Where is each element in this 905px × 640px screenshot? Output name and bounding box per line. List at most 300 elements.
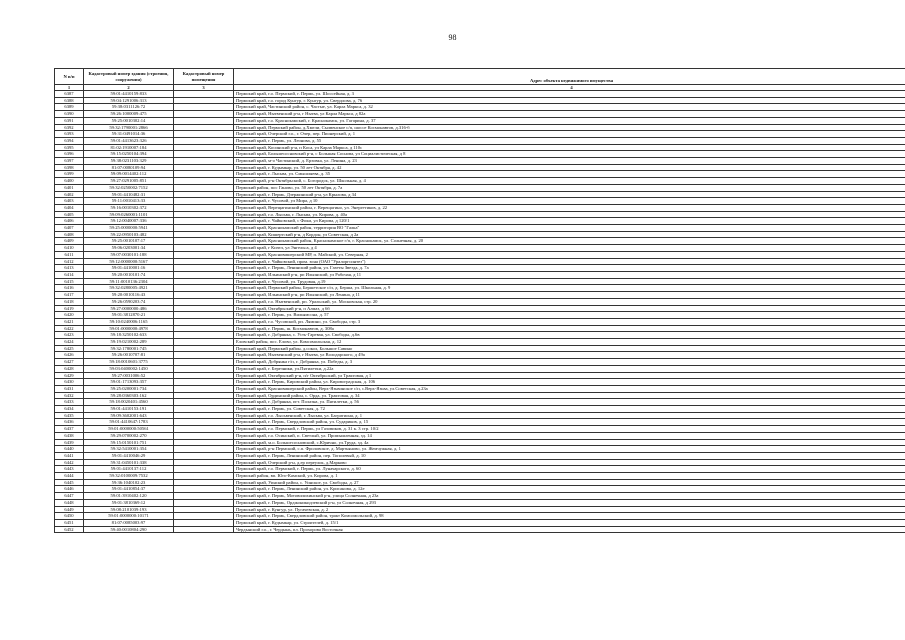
room-cadastral-number (174, 238, 234, 245)
cadastral-number: 59:38:0231103:329 (84, 158, 174, 165)
row-number: 6420 (55, 312, 84, 319)
room-cadastral-number (174, 385, 234, 392)
cadastral-number: 59:12:0040007:336 (84, 218, 174, 225)
room-cadastral-number (174, 412, 234, 419)
table-row (55, 204, 905, 211)
table-row (55, 265, 905, 272)
table-row (55, 211, 905, 218)
room-cadastral-number (174, 204, 234, 211)
table-row (55, 131, 905, 138)
table-row (55, 325, 905, 332)
row-number: 6451 (55, 520, 84, 527)
cadastral-number: 59:32:1780001:745 (84, 345, 174, 352)
object-address: Пермский край, Верещагинский район, г. Верещагино, ул. Энергетиков, д. 22 (234, 204, 905, 211)
room-cadastral-number (174, 265, 234, 272)
table-row (55, 466, 905, 473)
cadastral-number: 59:10:0240006:1165 (84, 318, 174, 325)
table-row (55, 439, 905, 446)
cadastral-number: 59:01:4410153:191 (84, 406, 174, 413)
row-number: 6434 (55, 406, 84, 413)
object-address: Пермский край, Большесосновский р-н, с Большая Соснова, ул Социалистическая, д 8 (234, 151, 905, 158)
table-row (55, 198, 905, 205)
table-row (55, 426, 905, 433)
row-number: 6428 (55, 365, 84, 372)
table-row (55, 318, 905, 325)
table-row (55, 278, 905, 285)
object-address: Пермский край, г. Пермь, Ленинский район, ул. Крисанова, д. 12е (234, 486, 905, 493)
table-row (55, 412, 905, 419)
room-cadastral-number (174, 211, 234, 218)
object-address: Пермский район, пос Ганово, ул. 50 лет Октября, д. 7а (234, 184, 905, 191)
object-address: Пермский край, Пермский район, д.сокол, Большое Савино (234, 345, 905, 352)
room-cadastral-number (174, 452, 234, 459)
table-row (55, 352, 905, 359)
table-row (55, 499, 905, 506)
row-number: 6441 (55, 452, 84, 459)
row-number: 6405 (55, 211, 84, 218)
cadastral-number: 59:01:4410046:29 (84, 452, 174, 459)
room-cadastral-number (174, 345, 234, 352)
row-number: 6400 (55, 178, 84, 185)
room-cadastral-number (174, 513, 234, 520)
table-row (55, 379, 905, 386)
room-cadastral-number (174, 479, 234, 486)
header-cadastral: Кадастровый номер здания (строения, сооружения) (84, 69, 174, 85)
room-cadastral-number (174, 459, 234, 466)
row-number: 6411 (55, 251, 84, 258)
object-address: Пермский край, Октябрьский р-н, п/г Октябрьский, ул Трактовая, д 1 (234, 372, 905, 379)
cadastral-number: 59:01:1713093:357 (84, 379, 174, 386)
cadastral-number: 59:22:0950103:482 (84, 231, 174, 238)
cadastral-number: 59:25:0010302:14 (84, 117, 174, 124)
room-cadastral-number (174, 352, 234, 359)
room-cadastral-number (174, 372, 234, 379)
room-cadastral-number (174, 231, 234, 238)
cadastral-number: 59:01:4410137:112 (84, 466, 174, 473)
table-row (55, 158, 905, 165)
column-index: 2 (84, 85, 174, 91)
object-address: Пермский край, г.о. Пермский, г. Пермь, ул. Шоссейная, д. 3 (234, 91, 905, 98)
cadastral-number: 59:15:0150101:751 (84, 439, 174, 446)
object-address: Пермский край, м.о. Большесосновский, с.Юрично, ул.Труда, зд. 4а (234, 439, 905, 446)
cadastral-number: 59:09:0014402:112 (84, 171, 174, 178)
row-number: 6403 (55, 198, 84, 205)
table-row (55, 258, 905, 265)
cadastral-number: 59:27:0031006:52 (84, 372, 174, 379)
object-address: Пермский край, г. Чайковский, с Фоки, ул Кирова, д 120/1 (234, 218, 905, 225)
table-row (55, 178, 905, 185)
row-number: 6447 (55, 493, 84, 500)
row-number: 6413 (55, 265, 84, 272)
cadastral-number: 59:11:0010413:33 (84, 198, 174, 205)
row-number: 6430 (55, 379, 84, 386)
table-row (55, 137, 905, 144)
row-number: 6396 (55, 151, 84, 158)
row-number: 6427 (55, 359, 84, 366)
object-address: Пермский край, г. Пермь, ул. Вильямсона, д. 57 (234, 312, 905, 319)
object-address: Пермский край, г.о. Нытвенский, рп. Уральский, ул. Московская, стр. 20 (234, 298, 905, 305)
table-row (55, 399, 905, 406)
cadastral-number: 59:06:0203001:34 (84, 245, 174, 252)
table-row (55, 117, 905, 124)
table-row (55, 164, 905, 171)
table-row (55, 111, 905, 118)
cadastral-number: 59:25:0010107:17 (84, 238, 174, 245)
object-address: Пермский край, г. Пермь, Ленинский район, ул. Газеты Звезда, д. 7а (234, 265, 905, 272)
room-cadastral-number (174, 91, 234, 98)
cadastral-number: 59:16:0010302:372 (84, 204, 174, 211)
cadastral-number: 59:01:3810369:12 (84, 499, 174, 506)
table-row (55, 392, 905, 399)
room-cadastral-number (174, 406, 234, 413)
cadastral-number: 59:01:4410647:1783 (84, 419, 174, 426)
table-row (55, 292, 905, 299)
object-address: Пермский край, г.о. Краснокамский, г. Краснокамск, ул. Гагарина, д. 37 (234, 117, 905, 124)
object-address: Пермский край, Ильинский р-н, рп Ильинский, ул Ленина, д 11 (234, 292, 905, 299)
table-row (55, 312, 905, 319)
row-number: 6388 (55, 97, 84, 104)
object-address: Пермский край, г. Добрянка, пгт. Полазна, ул. Пятилетки, д. 56 (234, 399, 905, 406)
table-row (55, 191, 905, 198)
table-row (55, 144, 905, 151)
table-row (55, 372, 905, 379)
cadastral-number: 59:15:0250104:394 (84, 151, 174, 158)
cadastral-number: 59:11:0010136:2304 (84, 278, 174, 285)
object-address: Пермский край, Уинский район, с. Уинское, ул. Свободы, д. 27 (234, 479, 905, 486)
row-number: 6414 (55, 271, 84, 278)
row-number: 6438 (55, 432, 84, 439)
cadastral-number: 59:38:0311126:72 (84, 104, 174, 111)
cadastral-number: 59:27:0000000:486 (84, 305, 174, 312)
object-address: Пермский край, р-н Пермский, с.п. Фроловское, д. Мартьяново, ул. Жемчужная, д. 1 (234, 446, 905, 453)
table-row (55, 339, 905, 346)
object-address: Пермский край, г.о. Осинский, п. Светлый, ул. Промышленная, зд. 14 (234, 432, 905, 439)
room-cadastral-number (174, 305, 234, 312)
row-number: 6393 (55, 131, 84, 138)
cadastral-number: 59:09:3602001:643 (84, 412, 174, 419)
row-number: 6450 (55, 513, 84, 520)
table-row (55, 124, 905, 131)
object-address: Пермский край, г. Кудымкар, ул. Строителей, д. 15/1 (234, 520, 905, 527)
cadastral-number: 59:32:5410001:354 (84, 446, 174, 453)
cadastral-number: 59:27:0291005:851 (84, 178, 174, 185)
table-row (55, 251, 905, 258)
room-cadastral-number (174, 432, 234, 439)
cadastral-number: 59:31:0450101:338 (84, 459, 174, 466)
row-number: 6391 (55, 117, 84, 124)
cadastral-number: 81:02:1910007:184 (84, 144, 174, 151)
cadastral-number: 59:01:4413623:326 (84, 137, 174, 144)
room-cadastral-number (174, 392, 234, 399)
table-row (55, 520, 905, 527)
header-num: N п/п (55, 69, 84, 85)
cadastral-number: 59:31:0491014:36 (84, 131, 174, 138)
room-cadastral-number (174, 339, 234, 346)
object-address: Пермский край, Добрянка г/п, г. Добрянка, ул. Победы, д. 3 (234, 359, 905, 366)
table-row (55, 385, 905, 392)
room-cadastral-number (174, 325, 234, 332)
row-number: 6429 (55, 372, 84, 379)
header-room: Кадастровый номер помещения (174, 69, 234, 85)
object-address: Пермский край, г.о. Пермский, г. Пермь, ул Газовиков, д. 31 к. 3 стр. 10/2 (234, 426, 905, 433)
object-address: Пермский край, Ординский район, с. Орда, ул. Трактовая, д. 34 (234, 392, 905, 399)
object-address: Пермский край, р-н Октябрьский, с. Богородск, ул. Школьная, д. 4 (234, 178, 905, 185)
room-cadastral-number (174, 171, 234, 178)
room-cadastral-number (174, 399, 234, 406)
object-address: Пермский край, г Кизел, ул Энгельса, д 4 (234, 245, 905, 252)
cadastral-number: 59:01:4410159:833 (84, 91, 174, 98)
object-address: Пермский край, г. Пермь, Дзержинский р-н, ул Крылова, д 34 (234, 191, 905, 198)
room-cadastral-number (174, 218, 234, 225)
row-number: 6387 (55, 91, 84, 98)
cadastral-number: 81:07:0080109:94 (84, 164, 174, 171)
room-cadastral-number (174, 164, 234, 171)
cadastral-number: 59:07:0030101:188 (84, 251, 174, 258)
cadastral-number: 59:18:3250102:633 (84, 332, 174, 339)
table-body (55, 91, 905, 533)
object-address: Пермский край, Краснокамский район, территория ВО "Галка" (234, 225, 905, 232)
cadastral-number: 59:32:0280005:4921 (84, 285, 174, 292)
row-number: 6397 (55, 158, 84, 165)
table-row (55, 225, 905, 232)
table-row (55, 406, 905, 413)
property-register-table (54, 68, 905, 533)
table-row (55, 493, 905, 500)
cadastral-number: 81:07:0085003:97 (84, 520, 174, 527)
room-cadastral-number (174, 97, 234, 104)
row-number: 6421 (55, 318, 84, 325)
object-address: Пермский край, Кишертский р-н, д Кордон, ул Советская, д 2а (234, 231, 905, 238)
object-address: Пермский край, Очерский г.о., г. Очер, пер. Пионерский, д. 1 (234, 131, 905, 138)
table-row (55, 432, 905, 439)
table-row (55, 345, 905, 352)
table-row (55, 526, 905, 533)
row-number: 6433 (55, 399, 84, 406)
room-cadastral-number (174, 426, 234, 433)
row-number: 6402 (55, 191, 84, 198)
table-row (55, 231, 905, 238)
cadastral-number: 59:20:0010101:74 (84, 271, 174, 278)
row-number: 6440 (55, 446, 84, 453)
row-number: 6416 (55, 285, 84, 292)
room-cadastral-number (174, 365, 234, 372)
cadastral-number: 59:12:0000000:5167 (84, 258, 174, 265)
room-cadastral-number (174, 419, 234, 426)
table-header-row (55, 69, 905, 85)
object-address: Пермский край, г.о. город Кунгур, г. Кунгур, ул. Свердлова, д. 76 (234, 97, 905, 104)
object-address: Пермский край, Нытвенский р-н, г Нытва, ул Карла Маркса, д 82а (234, 111, 905, 118)
room-cadastral-number (174, 499, 234, 506)
room-cadastral-number (174, 117, 234, 124)
row-number: 6452 (55, 526, 84, 533)
object-address: Пермский край, Очерский р-н, д.ер переулок, д.Марково (234, 459, 905, 466)
room-cadastral-number (174, 486, 234, 493)
table-row (55, 486, 905, 493)
table-row (55, 171, 905, 178)
table-row (55, 365, 905, 372)
table-row (55, 285, 905, 292)
cadastral-number: 59:32:0100009:7532 (84, 473, 174, 480)
object-address: Пермский край, Пермский район, д.Хмели, Сылвенское с/п, шоссе Космонавтов, д.316-б (234, 124, 905, 131)
cadastral-number: 59:20:0010116:43 (84, 292, 174, 299)
row-number: 6390 (55, 111, 84, 118)
row-number: 6404 (55, 204, 84, 211)
row-number: 6425 (55, 345, 84, 352)
table-row (55, 91, 905, 98)
table-row (55, 513, 905, 520)
row-number: 6445 (55, 479, 84, 486)
cadastral-number: 59:01:0000000:50561 (84, 426, 174, 433)
table-row (55, 305, 905, 312)
object-address: Пермский край, г. Березники, ул.Пятилетки, д.22а (234, 365, 905, 372)
object-address: Пермский край, Пермский район, Бершетское с/п, д. Берша, ул. Школьная, д. 9 (234, 285, 905, 292)
row-number: 6412 (55, 258, 84, 265)
object-address: Пермский край, г. Пермь, Ленинский район, пер. Тополевый, д. 10 (234, 452, 905, 459)
cadastral-number: 59:26:0590203:74 (84, 298, 174, 305)
object-address: Пермский край, г. Лысьва, ул. Смышляева, д. 35 (234, 171, 905, 178)
row-number: 6436 (55, 419, 84, 426)
page-number: 98 (448, 33, 457, 42)
row-number: 6392 (55, 124, 84, 131)
table-row (55, 506, 905, 513)
room-cadastral-number (174, 191, 234, 198)
room-cadastral-number (174, 278, 234, 285)
room-cadastral-number (174, 131, 234, 138)
object-address: Пермский край, г. Пермь, Кировский район, ул. Кировоградская, д. 106 (234, 379, 905, 386)
cadastral-number: 59:25:0000000:5941 (84, 225, 174, 232)
room-cadastral-number (174, 225, 234, 232)
row-number: 6398 (55, 164, 84, 171)
cadastral-number: 59:36:1040102:23 (84, 479, 174, 486)
object-address: Пермский край, Частинский район, с. Частые, ул. Карла Маркса, д. 32 (234, 104, 905, 111)
room-cadastral-number (174, 124, 234, 131)
object-address: Пермский край, г. Пермь, ул. Советская, д. 72 (234, 406, 905, 413)
table-row (55, 97, 905, 104)
row-number: 6394 (55, 137, 84, 144)
row-number: 6435 (55, 412, 84, 419)
table-row (55, 245, 905, 252)
table-row (55, 359, 905, 366)
row-number: 6423 (55, 332, 84, 339)
row-number: 6401 (55, 184, 84, 191)
room-cadastral-number (174, 258, 234, 265)
cadastral-number: 59:09:0260001:1101 (84, 211, 174, 218)
row-number: 6419 (55, 305, 84, 312)
cadastral-number: 59:32:1790001:2866 (84, 124, 174, 131)
object-address: Пермский край, г. Пермь, Мотовилихинский р-н, улица Солнечная, д 23а (234, 493, 905, 500)
table-row (55, 104, 905, 111)
cadastral-number: 59:01:4410482:31 (84, 191, 174, 198)
row-number: 6417 (55, 292, 84, 299)
cadastral-number: 59:18:0010601:3775 (84, 359, 174, 366)
row-number: 6399 (55, 171, 84, 178)
room-cadastral-number (174, 151, 234, 158)
object-address: Пермский край, г.о. Лысьвенский, г. Лысьва, ул. Багратиона, д. 1 (234, 412, 905, 419)
cadastral-number: 59:19:0210002:289 (84, 339, 174, 346)
table-row (55, 452, 905, 459)
row-number: 6389 (55, 104, 84, 111)
cadastral-number: 59:01:4410001:16 (84, 265, 174, 272)
object-address: Пермский край, г.о. Лысьва, г. Лысьва, ул. Кирова, д. 40а (234, 211, 905, 218)
row-number: 6444 (55, 473, 84, 480)
row-number: 6422 (55, 325, 84, 332)
room-cadastral-number (174, 298, 234, 305)
table-row (55, 218, 905, 225)
room-cadastral-number (174, 198, 234, 205)
row-number: 6410 (55, 245, 84, 252)
cadastral-number: 59:28:0360303:162 (84, 392, 174, 399)
room-cadastral-number (174, 526, 234, 533)
row-number: 6424 (55, 339, 84, 346)
room-cadastral-number (174, 144, 234, 151)
object-address: Пермский край, г. Пермь, ул. Леонова, д. 55 (234, 137, 905, 144)
column-index: 1 (55, 85, 84, 91)
table-row (55, 479, 905, 486)
row-number: 6439 (55, 439, 84, 446)
table-row (55, 473, 905, 480)
cadastral-number: 59:03:0400002:1450 (84, 365, 174, 372)
room-cadastral-number (174, 137, 234, 144)
table-row (55, 446, 905, 453)
row-number: 6408 (55, 231, 84, 238)
object-address: Пермский край, Красновишерский МР, п. Майский, ул. Северная, 2 (234, 251, 905, 258)
table-row (55, 184, 905, 191)
row-number: 6437 (55, 426, 84, 433)
room-cadastral-number (174, 184, 234, 191)
cadastral-number: 59:40:0010804:290 (84, 526, 174, 533)
room-cadastral-number (174, 520, 234, 527)
room-cadastral-number (174, 466, 234, 473)
room-cadastral-number (174, 178, 234, 185)
room-cadastral-number (174, 312, 234, 319)
room-cadastral-number (174, 292, 234, 299)
row-number: 6409 (55, 238, 84, 245)
room-cadastral-number (174, 439, 234, 446)
room-cadastral-number (174, 332, 234, 339)
object-address: Пермский край, Красновишерский район, Верх-Язьвинское с/п, с.Верх-Язьва, ул.Советская, д.23а (234, 385, 905, 392)
object-address: Пермский район, вп. Юго-Камский, ул. Кирова, д. 1 (234, 473, 905, 480)
cadastral-number: 59:01:0000000:10171 (84, 513, 174, 520)
object-address: Пермский край, г. Чусовой, ул Мира, д 10 (234, 198, 905, 205)
table-row (55, 238, 905, 245)
room-cadastral-number (174, 158, 234, 165)
object-address: Пермский край, г. Добрянка, с. Усть-Гаревая, ул. Свободы, д.6в (234, 332, 905, 339)
object-address: Пермский край, г. Пермь, ш. Космонавтов, д. 308а (234, 325, 905, 332)
table-row (55, 459, 905, 466)
table-row (55, 419, 905, 426)
cadastral-number: 59:29:0700002:270 (84, 432, 174, 439)
cadastral-number: 59:01:4410854:37 (84, 486, 174, 493)
object-address: Пермский край, м-о Частинский, д. Ерзовка, ул. Ленина, д. 23 (234, 158, 905, 165)
object-address: Пермский край, г. Пермь, Свердловский район, тракт Комсомольский, д. 98 (234, 513, 905, 520)
row-number: 6406 (55, 218, 84, 225)
object-address: Пермский край, г. Кунгур, ул. Пугачевская, д. 2 (234, 506, 905, 513)
row-number: 6443 (55, 466, 84, 473)
object-address: Пермский край, г.о. Чусовской, рп. Лямино, ул. Свободы, стр. 3 (234, 318, 905, 325)
cadastral-number: 59:25:0200001:734 (84, 385, 174, 392)
object-address: Пермский край, Краснокамский район, Краснокамское г/п, г. Краснокамск, ул. Солнечная, д. 20 (234, 238, 905, 245)
table-row (55, 332, 905, 339)
object-address: Пермский край, г. Чайковский, пром. зона (ОАО "Уралоргсинтез") (234, 258, 905, 265)
cadastral-number: 59:04:1291006:313 (84, 97, 174, 104)
column-index: 3 (174, 85, 234, 91)
row-number: 6407 (55, 225, 84, 232)
room-cadastral-number (174, 271, 234, 278)
cadastral-number: 59:01:3812870:21 (84, 312, 174, 319)
object-address: Пермский край, г. Пермь, Свердловский район, ул. Судариков, д. 15 (234, 419, 905, 426)
object-address: Пермский край, Нытвенский р-н, г Нытва, ул Володарского, д 49а (234, 352, 905, 359)
cadastral-number: 59:18:0020401:4560 (84, 399, 174, 406)
